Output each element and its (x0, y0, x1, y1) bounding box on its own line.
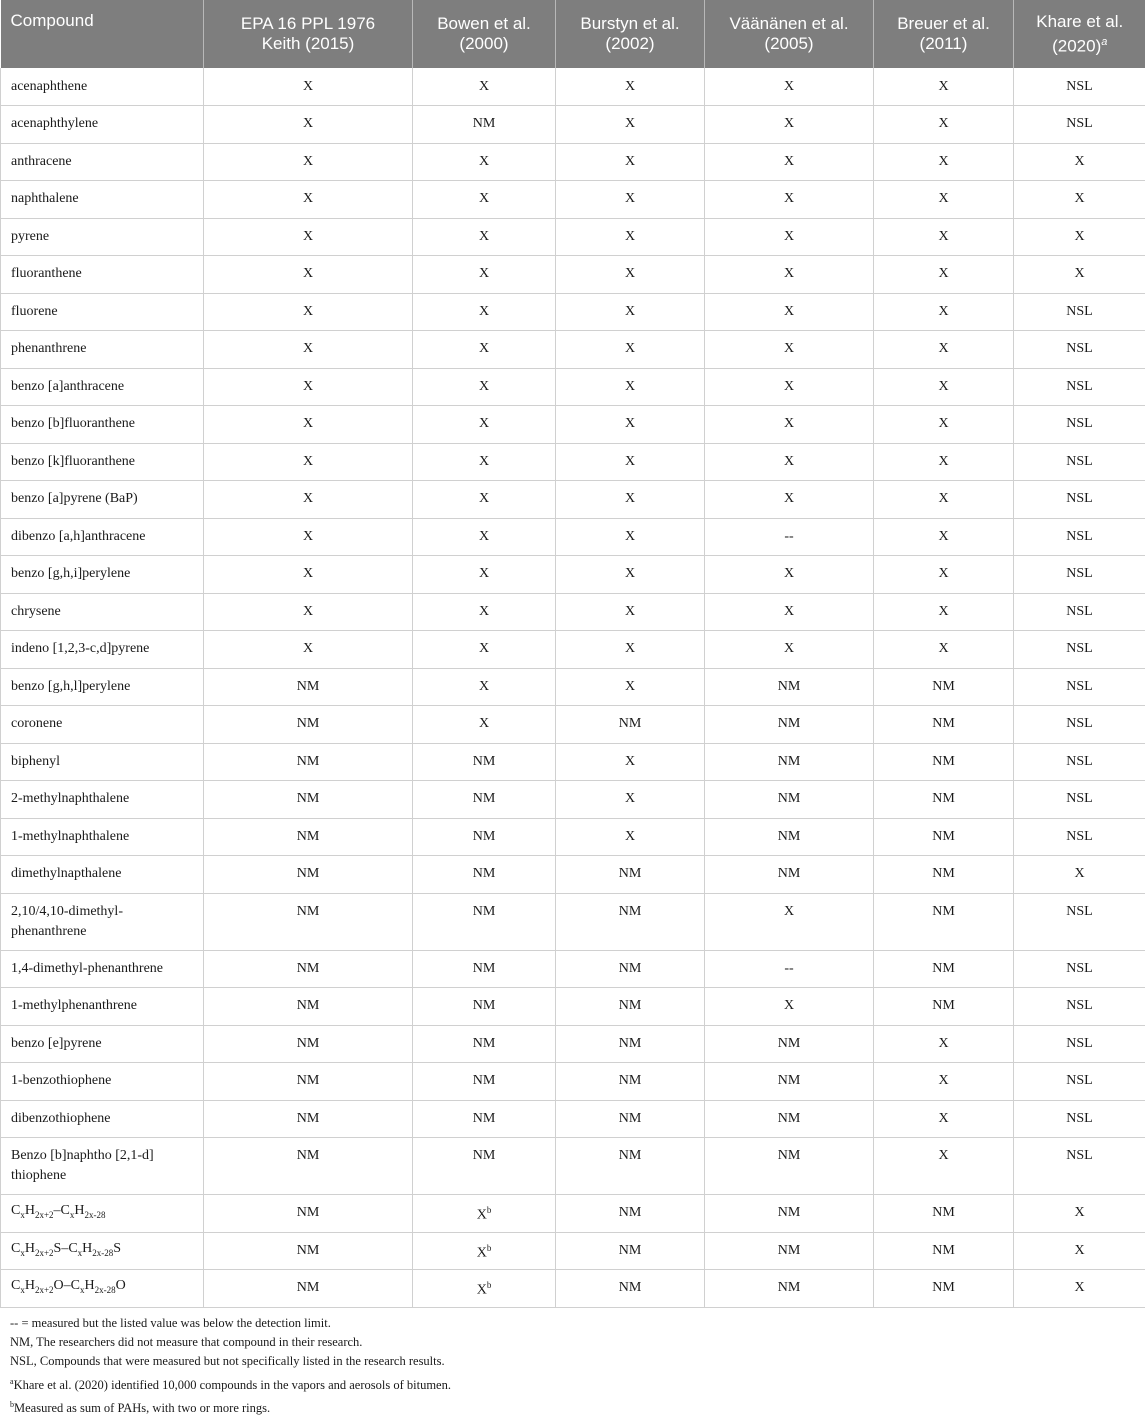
cell-burstyn: X (556, 143, 705, 181)
cell-vaananen: NM (705, 743, 874, 781)
cell-bowen: X (413, 631, 556, 669)
table-row (1, 668, 1145, 706)
cell-burstyn: X (556, 781, 705, 819)
cell-khare: NSL (1014, 1025, 1145, 1063)
cell-breuer: NM (874, 1232, 1014, 1270)
cell-khare: NSL (1014, 106, 1145, 144)
cell-bowen: X (413, 331, 556, 369)
cell-khare: NSL (1014, 518, 1145, 556)
cell-breuer: NM (874, 1270, 1014, 1308)
cell-burstyn: X (556, 331, 705, 369)
table-row (1, 368, 1145, 406)
cell-burstyn: X (556, 481, 705, 519)
table-footnotes (10, 1314, 1130, 1418)
cell-bowen: X (413, 68, 556, 106)
cell-epa: X (204, 218, 413, 256)
cell-epa: X (204, 406, 413, 444)
compound-name: benzo [a]pyrene (BaP) (1, 481, 204, 519)
cell-khare: NSL (1014, 950, 1145, 988)
cell-bowen: NM (413, 950, 556, 988)
table-row (1, 856, 1145, 894)
cell-vaananen: X (705, 68, 874, 106)
table-row (1, 631, 1145, 669)
header-burstyn: Burstyn et al. (2002) (556, 0, 705, 68)
cell-khare: NSL (1014, 368, 1145, 406)
cell-epa: NM (204, 781, 413, 819)
cell-breuer: X (874, 1100, 1014, 1138)
cell-khare: NSL (1014, 593, 1145, 631)
table-row (1, 1232, 1145, 1270)
cell-bowen: NM (413, 781, 556, 819)
compound-name: 1-methylphenanthrene (1, 988, 204, 1026)
cell-khare: X (1014, 1232, 1145, 1270)
compound-name: 1-benzothiophene (1, 1063, 204, 1101)
cell-khare: NSL (1014, 706, 1145, 744)
cell-breuer: NM (874, 781, 1014, 819)
cell-bowen: X (413, 593, 556, 631)
table-row (1, 293, 1145, 331)
cell-vaananen: NM (705, 856, 874, 894)
table-row (1, 950, 1145, 988)
cell-burstyn: X (556, 406, 705, 444)
cell-vaananen: X (705, 218, 874, 256)
cell-khare: NSL (1014, 743, 1145, 781)
cell-bowen: NM (413, 106, 556, 144)
cell-breuer: NM (874, 743, 1014, 781)
cell-epa: X (204, 331, 413, 369)
cell-burstyn: NM (556, 950, 705, 988)
footnote-dash: -- = measured but the listed value was below the detection limit. (10, 1314, 1130, 1333)
cell-bowen: X (413, 406, 556, 444)
table-row (1, 331, 1145, 369)
cell-vaananen: NM (705, 1232, 874, 1270)
cell-breuer: X (874, 481, 1014, 519)
cell-breuer: X (874, 518, 1014, 556)
cell-bowen: $X^b$ (413, 1232, 556, 1270)
compound-name: phenanthrene (1, 331, 204, 369)
cell-epa: X (204, 368, 413, 406)
cell-vaananen: X (705, 481, 874, 519)
cell-burstyn: NM (556, 1232, 705, 1270)
table-row (1, 893, 1145, 950)
cell-burstyn: NM (556, 893, 705, 950)
cell-breuer: NM (874, 818, 1014, 856)
table-row (1, 1195, 1145, 1233)
cell-breuer: NM (874, 706, 1014, 744)
cell-vaananen: NM (705, 818, 874, 856)
cell-vaananen: NM (705, 1195, 874, 1233)
cell-breuer: NM (874, 950, 1014, 988)
cell-epa: NM (204, 893, 413, 950)
cell-burstyn: NM (556, 1195, 705, 1233)
cell-burstyn: X (556, 631, 705, 669)
cell-epa: X (204, 181, 413, 219)
cell-epa: X (204, 443, 413, 481)
cell-khare: NSL (1014, 556, 1145, 594)
compound-name: 1,4-dimethyl-phenanthrene (1, 950, 204, 988)
cell-burstyn: X (556, 293, 705, 331)
cell-burstyn: X (556, 368, 705, 406)
cell-epa: X (204, 518, 413, 556)
header-breuer: Breuer et al. (2011) (874, 0, 1014, 68)
cell-khare: NSL (1014, 631, 1145, 669)
table-row (1, 143, 1145, 181)
cell-burstyn: X (556, 443, 705, 481)
cell-breuer: NM (874, 668, 1014, 706)
cell-burstyn: NM (556, 1025, 705, 1063)
cell-epa: X (204, 481, 413, 519)
cell-breuer: X (874, 406, 1014, 444)
table-row (1, 593, 1145, 631)
cell-epa: NM (204, 1100, 413, 1138)
cell-breuer: X (874, 1063, 1014, 1101)
cell-vaananen: NM (705, 1063, 874, 1101)
compound-name: 1-methylnaphthalene (1, 818, 204, 856)
cell-vaananen: X (705, 256, 874, 294)
cell-burstyn: NM (556, 1100, 705, 1138)
cell-vaananen: X (705, 181, 874, 219)
cell-khare: X (1014, 143, 1145, 181)
cell-khare: X (1014, 1270, 1145, 1308)
cell-breuer: X (874, 68, 1014, 106)
cell-breuer: X (874, 143, 1014, 181)
cell-bowen: X (413, 706, 556, 744)
cell-vaananen: -- (705, 518, 874, 556)
cell-epa: NM (204, 1195, 413, 1233)
cell-epa: X (204, 293, 413, 331)
compound-name: benzo [e]pyrene (1, 1025, 204, 1063)
cell-vaananen: NM (705, 1025, 874, 1063)
compound-name: indeno [1,2,3-c,d]pyrene (1, 631, 204, 669)
header-vaananen: Väänänen et al. (2005) (705, 0, 874, 68)
table-row (1, 1100, 1145, 1138)
table-row (1, 256, 1145, 294)
cell-bowen: NM (413, 893, 556, 950)
cell-khare: NSL (1014, 818, 1145, 856)
cell-khare: NSL (1014, 331, 1145, 369)
cell-breuer: X (874, 1138, 1014, 1195)
cell-vaananen: -- (705, 950, 874, 988)
cell-breuer: X (874, 1025, 1014, 1063)
cell-epa: NM (204, 1232, 413, 1270)
cell-vaananen: X (705, 143, 874, 181)
cell-burstyn: NM (556, 988, 705, 1026)
cell-breuer: X (874, 593, 1014, 631)
table-row (1, 406, 1145, 444)
table-row (1, 1270, 1145, 1308)
cell-vaananen: X (705, 593, 874, 631)
cell-breuer: X (874, 218, 1014, 256)
cell-bowen: X (413, 556, 556, 594)
table-row (1, 106, 1145, 144)
cell-vaananen: X (705, 893, 874, 950)
compound-name: naphthalene (1, 181, 204, 219)
table-row (1, 218, 1145, 256)
cell-bowen: NM (413, 1138, 556, 1195)
cell-bowen: $X^b$ (413, 1270, 556, 1308)
cell-bowen: NM (413, 1063, 556, 1101)
cell-epa: NM (204, 1025, 413, 1063)
cell-breuer: X (874, 631, 1014, 669)
cell-khare: NSL (1014, 781, 1145, 819)
cell-epa: NM (204, 1063, 413, 1101)
cell-vaananen: NM (705, 1270, 874, 1308)
compound-name: Benzo [b]naphtho [2,1-d] thiophene (1, 1138, 204, 1195)
cell-burstyn: X (556, 218, 705, 256)
compound-name: pyrene (1, 218, 204, 256)
cell-burstyn: X (556, 818, 705, 856)
cell-burstyn: NM (556, 856, 705, 894)
cell-bowen: X (413, 181, 556, 219)
cell-epa: X (204, 256, 413, 294)
compound-name: biphenyl (1, 743, 204, 781)
compound-name: acenaphthene (1, 68, 204, 106)
table-row (1, 988, 1145, 1026)
cell-burstyn: X (556, 106, 705, 144)
cell-bowen: X (413, 143, 556, 181)
table-body (1, 68, 1145, 1307)
table-row (1, 1138, 1145, 1195)
compound-name: dimethylnapthalene (1, 856, 204, 894)
cell-burstyn: X (556, 256, 705, 294)
cell-vaananen: X (705, 443, 874, 481)
table-row (1, 1063, 1145, 1101)
cell-vaananen: X (705, 406, 874, 444)
header-khare: Khare et al. $(2020)^a$ (1014, 0, 1145, 68)
table-row (1, 781, 1145, 819)
table-row (1, 556, 1145, 594)
cell-epa: NM (204, 818, 413, 856)
cell-bowen: $X^b$ (413, 1195, 556, 1233)
compound-name: $C_xH_{2x+2}S-C_xH_{2x-28}S$ (1, 1232, 204, 1270)
cell-bowen: X (413, 256, 556, 294)
cell-epa: X (204, 556, 413, 594)
cell-bowen: X (413, 481, 556, 519)
cell-burstyn: NM (556, 1138, 705, 1195)
cell-burstyn: X (556, 556, 705, 594)
cell-burstyn: NM (556, 1270, 705, 1308)
cell-khare: NSL (1014, 68, 1145, 106)
compound-name: anthracene (1, 143, 204, 181)
cell-vaananen: NM (705, 668, 874, 706)
table-row (1, 706, 1145, 744)
footnote-nsl: NSL, Compounds that were measured but not specifically listed in the research results. (10, 1352, 1130, 1371)
cell-burstyn: X (556, 593, 705, 631)
cell-burstyn: X (556, 518, 705, 556)
cell-breuer: X (874, 368, 1014, 406)
cell-burstyn: X (556, 743, 705, 781)
cell-breuer: X (874, 293, 1014, 331)
compound-name: benzo [k]fluoranthene (1, 443, 204, 481)
footnote-a: $^a$Khare et al. (2020) identified 10,000 compounds in the vapors and aerosols of bitumen. (10, 1372, 1130, 1395)
cell-khare: X (1014, 1195, 1145, 1233)
table-row (1, 181, 1145, 219)
cell-vaananen: NM (705, 781, 874, 819)
cell-epa: NM (204, 1138, 413, 1195)
cell-vaananen: X (705, 293, 874, 331)
cell-khare: X (1014, 181, 1145, 219)
cell-khare: NSL (1014, 988, 1145, 1026)
cell-vaananen: X (705, 368, 874, 406)
cell-burstyn: NM (556, 1063, 705, 1101)
cell-epa: X (204, 593, 413, 631)
cell-breuer: X (874, 443, 1014, 481)
cell-breuer: X (874, 106, 1014, 144)
cell-khare: NSL (1014, 406, 1145, 444)
table-row (1, 518, 1145, 556)
cell-breuer: X (874, 256, 1014, 294)
cell-vaananen: X (705, 988, 874, 1026)
cell-burstyn: NM (556, 706, 705, 744)
cell-epa: X (204, 143, 413, 181)
compound-name: fluorene (1, 293, 204, 331)
compound-name: $C_xH_{2x+2}-C_xH_{2x-28}$ (1, 1195, 204, 1233)
compound-name: benzo [b]fluoranthene (1, 406, 204, 444)
cell-khare: X (1014, 856, 1145, 894)
cell-bowen: NM (413, 856, 556, 894)
table-row (1, 443, 1145, 481)
cell-epa: X (204, 68, 413, 106)
compound-name: fluoranthene (1, 256, 204, 294)
table-row (1, 68, 1145, 106)
cell-epa: NM (204, 856, 413, 894)
table-row (1, 1025, 1145, 1063)
compound-name: $C_xH_{2x+2}O-C_xH_{2x-28}O$ (1, 1270, 204, 1308)
cell-breuer: X (874, 556, 1014, 594)
cell-khare: NSL (1014, 443, 1145, 481)
cell-epa: NM (204, 950, 413, 988)
cell-vaananen: NM (705, 706, 874, 744)
cell-khare: NSL (1014, 1063, 1145, 1101)
cell-bowen: X (413, 218, 556, 256)
header-bowen: Bowen et al. (2000) (413, 0, 556, 68)
cell-bowen: NM (413, 818, 556, 856)
compound-name: benzo [g,h,i]perylene (1, 556, 204, 594)
cell-vaananen: X (705, 631, 874, 669)
cell-epa: NM (204, 706, 413, 744)
header-row (1, 0, 1145, 68)
cell-vaananen: NM (705, 1138, 874, 1195)
cell-bowen: NM (413, 1025, 556, 1063)
table-row (1, 481, 1145, 519)
cell-bowen: X (413, 668, 556, 706)
cell-burstyn: X (556, 68, 705, 106)
cell-bowen: X (413, 368, 556, 406)
compound-name: 2-methylnaphthalene (1, 781, 204, 819)
compound-name: dibenzo [a,h]anthracene (1, 518, 204, 556)
compound-name: 2,10/4,10-dimethyl- phenanthrene (1, 893, 204, 950)
cell-khare: NSL (1014, 293, 1145, 331)
cell-epa: NM (204, 743, 413, 781)
cell-vaananen: NM (705, 1100, 874, 1138)
cell-bowen: X (413, 443, 556, 481)
cell-khare: X (1014, 218, 1145, 256)
cell-burstyn: X (556, 181, 705, 219)
cell-khare: NSL (1014, 1138, 1145, 1195)
header-compound: Compound (1, 0, 204, 68)
cell-epa: NM (204, 988, 413, 1026)
cell-bowen: NM (413, 988, 556, 1026)
compound-name: benzo [a]anthracene (1, 368, 204, 406)
cell-vaananen: X (705, 106, 874, 144)
footnote-b: $^b$Measured as sum of PAHs, with two or more rings. (10, 1395, 1130, 1418)
cell-breuer: NM (874, 1195, 1014, 1233)
table-row (1, 743, 1145, 781)
cell-khare: NSL (1014, 481, 1145, 519)
cell-khare: NSL (1014, 1100, 1145, 1138)
cell-breuer: X (874, 181, 1014, 219)
cell-vaananen: X (705, 331, 874, 369)
compound-name: dibenzothiophene (1, 1100, 204, 1138)
cell-breuer: NM (874, 893, 1014, 950)
cell-epa: NM (204, 668, 413, 706)
footnote-nm: NM, The researchers did not measure that compound in their research. (10, 1333, 1130, 1352)
cell-epa: X (204, 106, 413, 144)
cell-bowen: X (413, 293, 556, 331)
compound-name: benzo [g,h,l]perylene (1, 668, 204, 706)
cell-breuer: NM (874, 856, 1014, 894)
cell-bowen: NM (413, 743, 556, 781)
cell-burstyn: X (556, 668, 705, 706)
cell-breuer: NM (874, 988, 1014, 1026)
cell-vaananen: X (705, 556, 874, 594)
header-epa: EPA 16 PPL 1976 Keith (2015) (204, 0, 413, 68)
compound-name: coronene (1, 706, 204, 744)
cell-bowen: NM (413, 1100, 556, 1138)
table-row (1, 818, 1145, 856)
table-header (1, 0, 1145, 68)
compound-name: acenaphthylene (1, 106, 204, 144)
cell-khare: NSL (1014, 893, 1145, 950)
compound-name: chrysene (1, 593, 204, 631)
cell-khare: NSL (1014, 668, 1145, 706)
cell-epa: NM (204, 1270, 413, 1308)
cell-bowen: X (413, 518, 556, 556)
cell-breuer: X (874, 331, 1014, 369)
cell-epa: X (204, 631, 413, 669)
cell-khare: X (1014, 256, 1145, 294)
